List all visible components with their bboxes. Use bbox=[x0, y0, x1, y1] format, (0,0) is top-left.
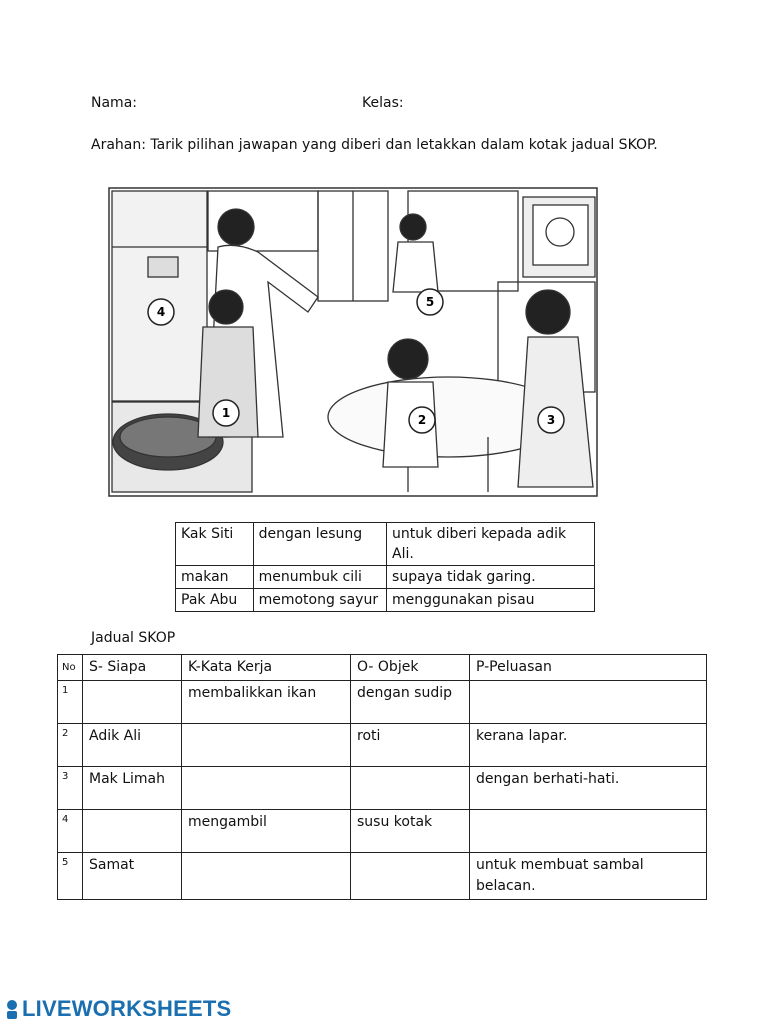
row-number: 2 bbox=[58, 724, 83, 767]
marker-5: 5 bbox=[425, 295, 435, 309]
header-peluasan: P-Peluasan bbox=[470, 655, 707, 681]
choice-item[interactable]: menumbuk cili bbox=[253, 566, 386, 589]
choice-item[interactable]: Kak Siti bbox=[176, 523, 254, 566]
choice-item[interactable]: untuk diberi kepada adik Ali. bbox=[387, 523, 595, 566]
drop-cell[interactable] bbox=[182, 724, 351, 767]
kitchen-scene-illustration bbox=[108, 187, 598, 497]
cell: mengambil bbox=[182, 810, 351, 853]
row-number: 3 bbox=[58, 767, 83, 810]
choice-item[interactable]: memotong sayur bbox=[253, 589, 386, 612]
drop-cell[interactable] bbox=[470, 681, 707, 724]
marker-4: 4 bbox=[156, 305, 166, 319]
table-row bbox=[58, 724, 707, 767]
drop-cell[interactable] bbox=[470, 810, 707, 853]
answer-choices-table bbox=[175, 522, 595, 612]
skop-header-row bbox=[58, 655, 707, 681]
drop-cell[interactable] bbox=[83, 810, 182, 853]
liveworksheets-mark-icon bbox=[4, 998, 20, 1020]
cell: Mak Limah bbox=[83, 767, 182, 810]
cell: membalikkan ikan bbox=[182, 681, 351, 724]
marker-1: 1 bbox=[221, 406, 231, 420]
cell: kerana lapar. bbox=[470, 724, 707, 767]
drop-cell[interactable] bbox=[351, 853, 470, 900]
name-label: Nama: bbox=[91, 95, 137, 111]
row-number: 1 bbox=[58, 681, 83, 724]
marker-3: 3 bbox=[546, 413, 556, 427]
choices-row bbox=[176, 566, 595, 589]
table-row bbox=[58, 681, 707, 724]
cell: dengan sudip bbox=[351, 681, 470, 724]
table-row bbox=[58, 853, 707, 900]
drop-cell[interactable] bbox=[182, 767, 351, 810]
cell: untuk membuat sambal belacan. bbox=[470, 853, 707, 900]
drop-cell[interactable] bbox=[351, 767, 470, 810]
cell: susu kotak bbox=[351, 810, 470, 853]
header-no: No bbox=[58, 655, 83, 681]
choice-item[interactable]: menggunakan pisau bbox=[387, 589, 595, 612]
cell: roti bbox=[351, 724, 470, 767]
skop-table-title: Jadual SKOP bbox=[91, 630, 176, 646]
liveworksheets-logo[interactable] bbox=[4, 996, 231, 1022]
drop-cell[interactable] bbox=[182, 853, 351, 900]
cell: dengan berhati-hati. bbox=[470, 767, 707, 810]
choice-item[interactable]: makan bbox=[176, 566, 254, 589]
cell: Adik Ali bbox=[83, 724, 182, 767]
drop-cell[interactable] bbox=[83, 681, 182, 724]
table-row bbox=[58, 767, 707, 810]
choice-item[interactable]: supaya tidak garing. bbox=[387, 566, 595, 589]
table-row bbox=[58, 810, 707, 853]
choice-item[interactable]: Pak Abu bbox=[176, 589, 254, 612]
header-kata-kerja: K-Kata Kerja bbox=[182, 655, 351, 681]
marker-2: 2 bbox=[417, 413, 427, 427]
instruction-text: Arahan: Tarik pilihan jawapan yang diberi dan letakkan dalam kotak jadual SKOP. bbox=[91, 137, 658, 153]
skop-table bbox=[57, 654, 707, 900]
choices-row bbox=[176, 589, 595, 612]
choice-item[interactable]: dengan lesung bbox=[253, 523, 386, 566]
row-number: 4 bbox=[58, 810, 83, 853]
choices-row bbox=[176, 523, 595, 566]
class-label: Kelas: bbox=[362, 95, 404, 111]
header-objek: O- Objek bbox=[351, 655, 470, 681]
cell: Samat bbox=[83, 853, 182, 900]
header-siapa: S- Siapa bbox=[83, 655, 182, 681]
brand-name: LIVEWORKSHEETS bbox=[22, 996, 232, 1021]
row-number: 5 bbox=[58, 853, 83, 900]
